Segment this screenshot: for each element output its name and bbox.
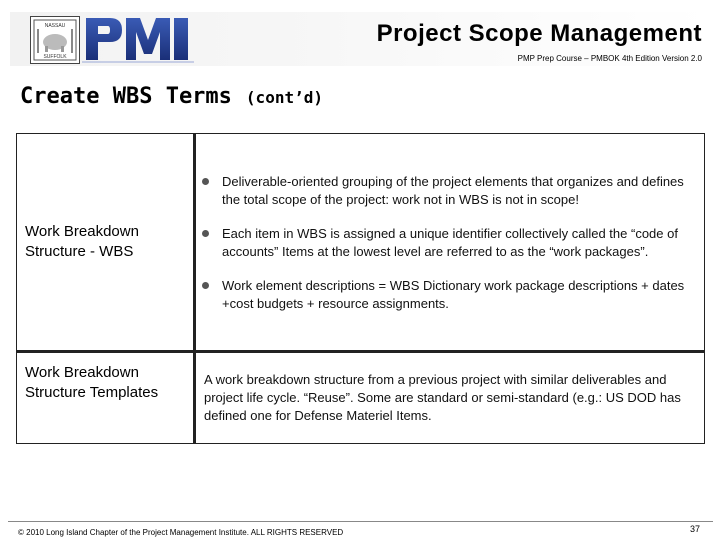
table-row [17, 352, 705, 444]
bullet-dot-icon [202, 230, 209, 237]
bullet-text: Deliverable-oriented grouping of the project elements that organizes and defines the total scope of the project: work not in WBS is not in scope! [222, 174, 684, 207]
pmi-logo-icon [82, 14, 202, 69]
svg-text:NASSAU: NASSAU [44, 23, 66, 29]
list-item [202, 277, 698, 313]
table-row [17, 134, 705, 352]
page-number: 37 [689, 524, 700, 534]
definition-cell [195, 134, 705, 352]
footer-divider [8, 521, 713, 522]
course-subtitle: PMP Prep Course – PMBOK 4th Edition Version 2.0 [517, 54, 702, 63]
slide-title-text: Create WBS Terms [20, 84, 232, 109]
page-title: Project Scope Management [376, 20, 702, 47]
bullet-dot-icon [202, 178, 209, 185]
list-item [202, 225, 698, 261]
terms-table [16, 133, 705, 444]
bullet-dot-icon [202, 282, 209, 289]
definition-text: A work breakdown structure from a previous project with similar deliverables and project life cycle. “Reuse”. Some are standard or semi-standard (e.g.: US DOD has defined one for Defense Materiel Items. [204, 372, 681, 423]
nassau-suffolk-seal-icon [30, 16, 80, 64]
footer-copyright: © 2010 Long Island Chapter of the Project Management Institute. ALL RIGHTS RESERVED [18, 528, 344, 537]
svg-text:SUFFOLK: SUFFOLK [43, 54, 67, 60]
list-item [202, 173, 698, 209]
slide-title-suffix: (cont’d) [245, 88, 323, 107]
bullet-text: Each item in WBS is assigned a unique identifier collectively called the “code of accounts” Items at the lowest level are referred to as the “work packages”. [222, 226, 678, 259]
bullet-text: Work element descriptions = WBS Dictionary work package descriptions + dates +cost budgets + resource assignments. [222, 278, 685, 311]
slide-title [20, 84, 323, 109]
term-cell: Work Breakdown Structure Templates [17, 352, 195, 444]
term-cell: Work Breakdown Structure - WBS [17, 134, 195, 352]
definition-cell [195, 352, 705, 444]
